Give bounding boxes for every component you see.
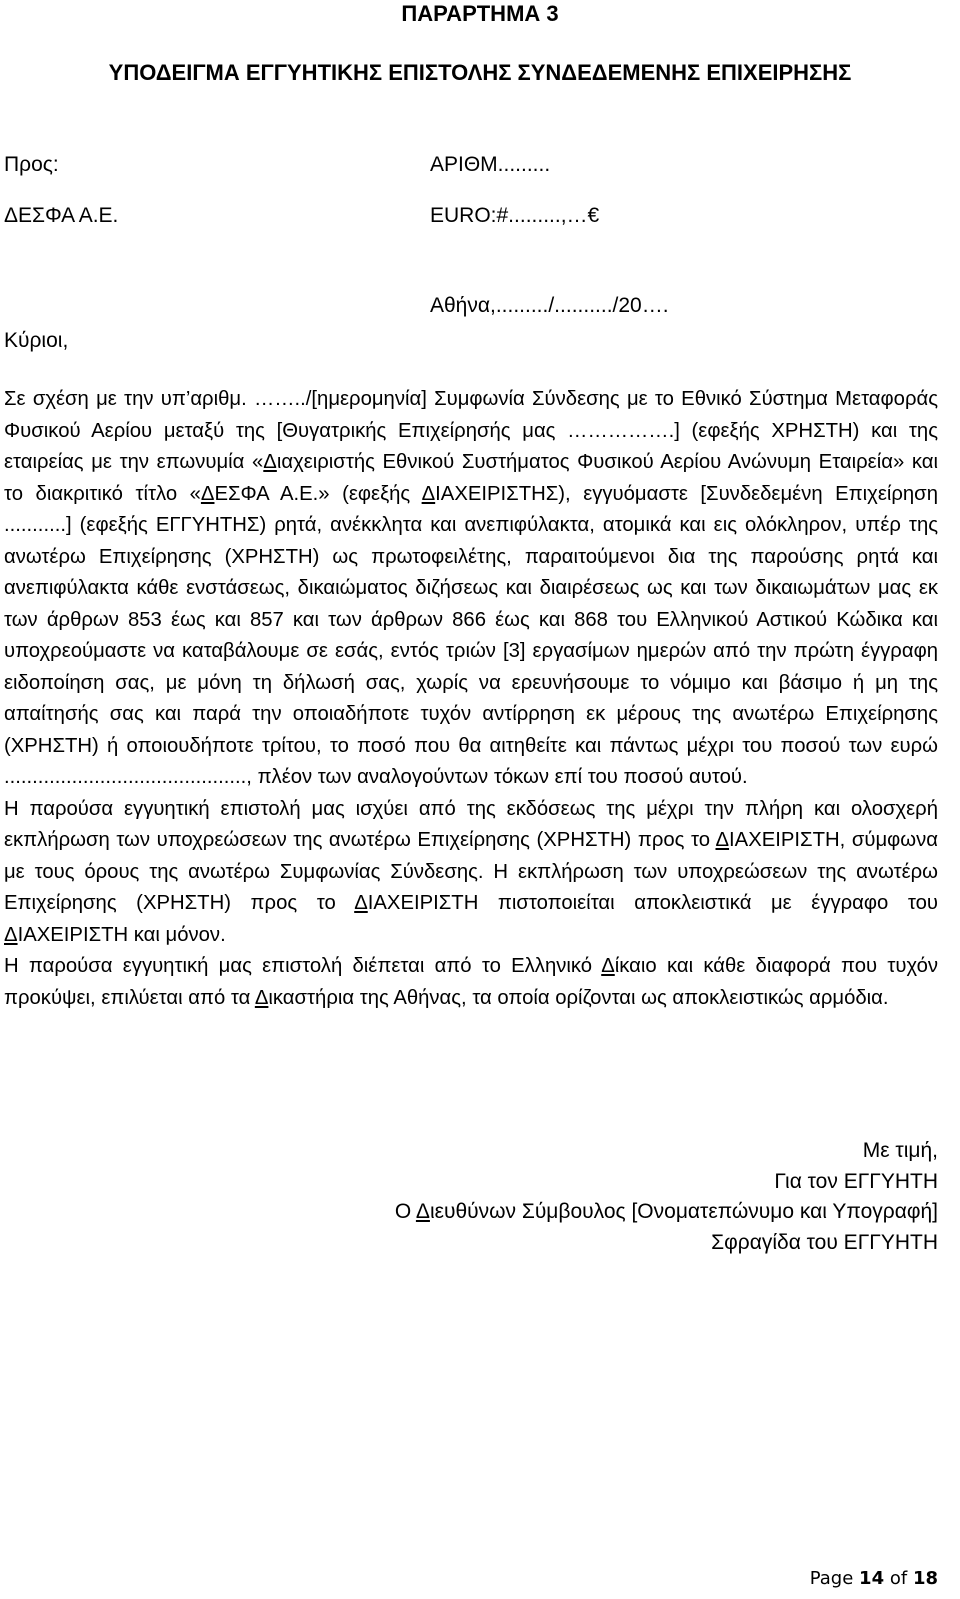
salutation: Κύριοι,	[4, 329, 69, 352]
text-segment: Δ	[601, 955, 615, 977]
text-segment: Η παρούσα εγγυητική επιστολή μας ισχύει από της εκδόσεως της μέχρι την πλήρη και ολοσχερή εκπλήρωση των υποχρεώσεων της ανωτέρω Επιχείρησης (ΧΡΗΣΤΗ) προς το	[4, 797, 938, 851]
text-segment: Δ	[415, 1200, 430, 1223]
text-segment: ίκαιο και κάθε διαφορά που τυχόν προκύψει, επιλύεται από τα	[4, 955, 939, 1009]
amount-field: EURO:#.........,…€	[430, 204, 600, 227]
page-label: Page	[809, 1568, 854, 1589]
text-segment: Δ	[200, 482, 215, 505]
closing-block	[395, 1136, 938, 1258]
annex-title: ΠΑΡΑΡΤΗΜΑ 3	[401, 1, 559, 26]
text-segment: Δ	[263, 451, 277, 473]
for-guarantor-line: Για τον ΕΓΓΥΗΤΗ	[774, 1169, 938, 1193]
date-line: Αθήνα,........./........../20….	[430, 294, 669, 317]
text-segment: Σε σχέση με την υπ’αριθμ. ……../[ημερομηνία] Συμφωνία Σύνδεσης με το Εθνικό Σύστημα Μεταφοράς Φυσικού Αερίου μεταξύ της [Θυγατρικής Επιχείρησής μας …………….] (εφεξής ΧΡΗΣΤΗ) και της εταιρείας με την επωνυμία «	[4, 388, 938, 473]
current-page: 14	[859, 1568, 885, 1589]
of-label: of	[889, 1568, 908, 1589]
text-segment: Δ	[421, 482, 436, 505]
text-segment: Δ	[254, 986, 269, 1009]
text-segment: Δ	[4, 923, 18, 946]
paragraph-validity	[4, 794, 938, 952]
text-segment: ΙΑΧΕΙΡΙΣΤΗ και μόνον.	[17, 923, 226, 946]
page-number	[810, 1568, 938, 1589]
text-segment: ιευθύνων Σύμβουλος [Ονοματεπώνυμο και Υπογραφή]	[429, 1200, 938, 1223]
document-subtitle: ΥΠΟΔΕΙΓΜΑ ΕΓΓΥΗΤΙΚΗΣ ΕΠΙΣΤΟΛΗΣ ΣΥΝΔΕΔΕΜΕΝΗΣ ΕΠΙΧΕΙΡΗΣΗΣ	[108, 60, 852, 85]
text-segment: ΕΣΦΑ Α.Ε.» (εφεξής	[214, 482, 422, 505]
letter-body	[4, 384, 938, 1014]
paragraph-guarantee	[4, 384, 938, 794]
text-segment: Ο	[394, 1200, 416, 1223]
total-pages: 18	[912, 1568, 938, 1589]
stamp-line: Σφραγίδα του ΕΓΓΥΗΤΗ	[711, 1230, 938, 1254]
recipient-name: ΔΕΣΦΑ Α.Ε.	[4, 204, 119, 227]
text-segment: ΙΑΧΕΙΡΙΣΤΗΣ), εγγυόμαστε [Συνδεδεμένη Επιχείρηση ...........] (εφεξής ΕΓΓΥΗΤΗΣ) ρητά, ανέκκλητα και ανεπιφύλακτα, ατομικά και εις ολόκληρον, υπέρ της ανωτέρω Επιχείρησης (ΧΡΗΣΤΗ) ως πρωτοφειλέτης, παραιτούμενοι δια της παρούσης ρητά και ανεπιφύλακτα κάθε ενστάσεως, δικαιώματος διζήσεως και διαιρέσεως ως και των δικαιωμάτων μας εκ των άρθρων 853 έως και 857 και των άρθρων 866 έως και 868 του Ελληνικού Αστικού Κώδικα και υποχρεούμαστε να καταβάλουμε σε εσάς, εντός τριών [3] εργασίμων ημερών από την πρώτη έγγραφη ειδοποίηση σας, με μόνη τη δήλωσή σας, χωρίς να ερευνήσουμε το νόμιμο και βάσιμο ή μη της απαίτησής σας και παρά την οποιαδήποτε τυχόν αντίρρηση εκ μέρους της ανωτέρω Επιχείρησης (ΧΡΗΣΤΗ) ή οποιουδήποτε τρίτου, το ποσό που θα αιτηθείτε και πάντως μέχρι του ποσού των ευρώ ..........................................., πλέον των αναλογούντων τόκων επί του ποσού αυτού.	[4, 482, 938, 788]
text-segment: Η παρούσα εγγυητική μας επιστολή διέπεται από το Ελληνικό	[4, 955, 602, 977]
signatory-line	[395, 1197, 938, 1228]
text-segment: ικαστήρια της Αθήνας, τα οποία ορίζονται ως αποκλειστικώς αρμόδια.	[268, 986, 889, 1009]
text-segment: Δ	[715, 829, 730, 851]
reference-number: ΑΡΙΘΜ.........	[430, 153, 551, 176]
text-segment: Δ	[354, 892, 368, 914]
text-segment: ιαχειριστής Εθνικού Συστήματος Φυσικού Αερίου Ανώνυμη Εταιρεία» και το διακριτικό τίτλο «	[4, 451, 938, 505]
paragraph-jurisdiction	[4, 951, 938, 1014]
text-segment: ΙΑΧΕΙΡΙΣΤΗ, σύμφωνα με τους όρους της ανωτέρω Συμφωνίας Σύνδεσης. Η εκπλήρωση των υποχρεώσεων της ανωτέρω Επιχείρησης (ΧΡΗΣΤΗ) προς το	[4, 829, 938, 914]
text-segment: ΙΑΧΕΙΡΙΣΤΗ πιστοποιείται αποκλειστικά με έγγραφο του	[367, 892, 938, 914]
regards-line: Με τιμή,	[862, 1139, 938, 1162]
to-label: Προς:	[4, 153, 59, 176]
